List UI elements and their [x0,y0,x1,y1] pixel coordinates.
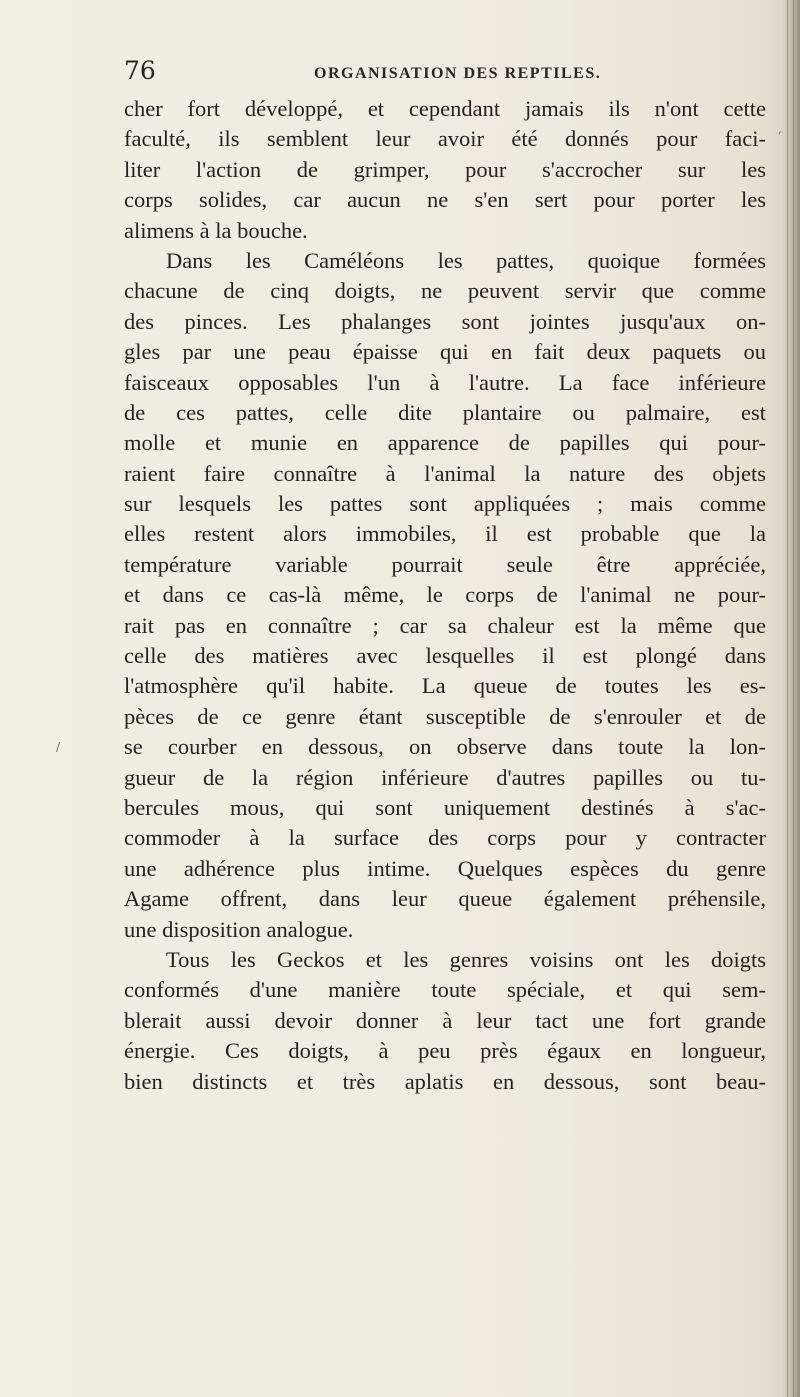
text-line: température variable pourrait seule être appréciée, [124,551,766,577]
page-edge-shadow [782,0,800,1397]
text-line: celle des matières avec lesquelles il est plongé dans [124,643,766,669]
text-line: gles par une peau épaisse qui en fait deux paquets ou [124,339,766,365]
text-line: bien distincts et très aplatis en dessous, sont beau- [124,1068,766,1094]
page-edge-line [787,0,788,1397]
text-line: rait pas en connaître ; car sa chaleur est la même que [124,612,766,638]
text-line: énergie. Ces doigts, à peu près égaux en longueur, [124,1038,766,1064]
text-line: une disposition analogue. [124,916,354,942]
margin-mark: / [56,740,61,754]
text-line: et dans ce cas-là même, le corps de l'animal ne pour- [124,582,766,608]
text-line: gueur de la région inférieure d'autres papilles ou tu- [124,764,766,790]
margin-mark: , [778,122,782,136]
text-line: se courber en dessous, on observe dans toute la lon- [124,734,766,760]
text-line: faisceaux opposables l'un à l'autre. La face inférieure [124,369,766,395]
text-line: corps solides, car aucun ne s'en sert pour porter les [124,187,766,213]
running-head: ORGANISATION DES REPTILES. [314,65,602,82]
text-line: commoder à la surface des corps pour y contracter [124,825,766,851]
text-line: liter l'action de grimper, pour s'accrocher sur les [124,156,766,182]
text-line: bercules mous, qui sont uniquement destinés à s'ac- [124,794,766,820]
text-line: pèces de ce genre étant susceptible de s'enrouler et de [124,703,766,729]
text-line: Agame offrent, dans leur queue également préhensile, [124,886,766,912]
text-line: chacune de cinq doigts, ne peuvent servir que comme [124,278,766,304]
text-line: molle et munie en apparence de papilles qui pour- [124,430,766,456]
page-header [124,56,764,92]
text-line: blerait aussi devoir donner à leur tact une fort grande [124,1007,766,1033]
text-line: des pinces. Les phalanges sont jointes jusqu'aux on- [124,308,766,334]
text-line: Dans les Caméléons les pattes, quoique formées [166,247,766,273]
text-line: raient faire connaître à l'animal la nature des objets [124,460,766,486]
text-line: conformés d'une manière toute spéciale, et qui sem- [124,977,766,1003]
text-line: cher fort développé, et cependant jamais ils n'ont cette [124,96,766,121]
text-line: de ces pattes, celle dite plantaire ou palmaire, est [124,399,766,425]
page-edge-line [793,0,794,1397]
text-line: faculté, ils semblent leur avoir été donnés pour faci- [124,126,766,152]
body-text [124,94,766,1097]
text-line: sur lesquels les pattes sont appliquées ; mais comme [124,491,766,517]
page-number: 76 [124,56,156,85]
text-line: Tous les Geckos et les genres voisins ont les doigts [166,946,766,972]
text-line: l'atmosphère qu'il habite. La queue de toutes les es- [124,673,766,699]
text-line: alimens à la bouche. [124,217,308,243]
text-line: une adhérence plus intime. Quelques espèces du genre [124,855,766,881]
text-line: elles restent alors immobiles, il est probable que la [124,521,766,547]
